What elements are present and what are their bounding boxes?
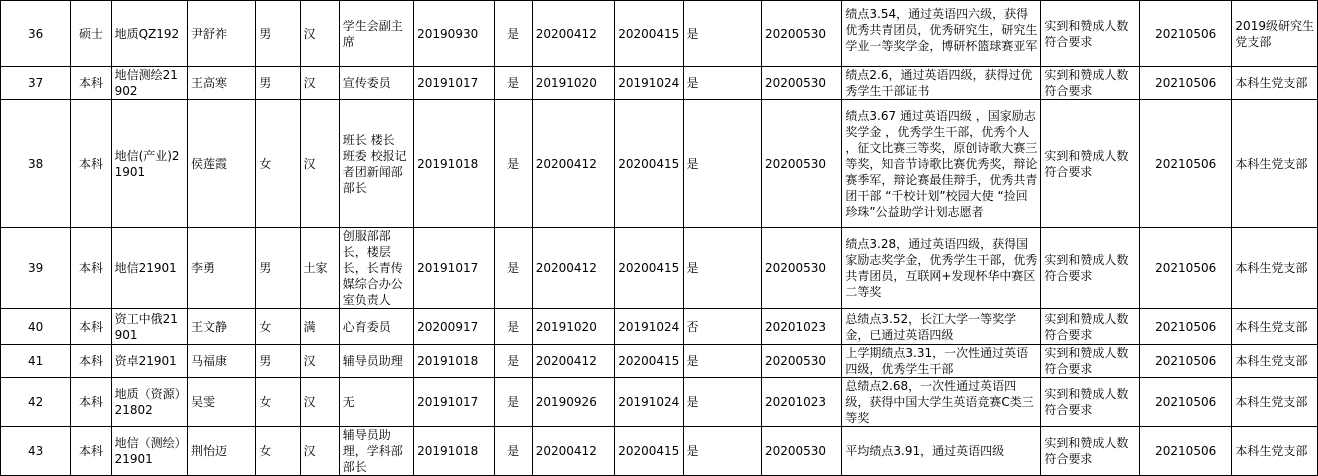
cell-no: 40 [1,309,71,345]
cell-class: 地信测绘21902 [111,67,187,100]
cell-gender: 男 [256,67,300,100]
cell-remarks [842,1,1041,67]
cell-result: 实到和赞成人数符合要求 [1041,427,1140,476]
cell-ethnic: 汉 [300,378,339,427]
table-row [1,378,1318,427]
cell-apply-date: 20191017 [414,67,494,100]
cell-flag2: 否 [683,309,761,345]
cell-gender: 男 [256,228,300,309]
cell-no: 41 [1,345,71,378]
cell-flag2: 是 [683,345,761,378]
cell-date2: 20191024 [615,309,683,345]
cell-date1: 20200412 [532,100,614,228]
cell-date3: 20200530 [761,427,841,476]
cell-role: 宣传委员 [339,67,413,100]
cell-name: 侯莲霞 [187,100,255,228]
cell-date3: 20201023 [761,378,841,427]
cell-date2: 20200415 [615,100,683,228]
table-row [1,309,1318,345]
table-row [1,100,1318,228]
cell-date4: 20210506 [1139,228,1231,309]
cell-name: 荆怡迈 [187,427,255,476]
cell-flag2: 是 [683,1,761,67]
cell-branch: 本科生党支部 [1232,378,1318,427]
table-row [1,345,1318,378]
cell-no: 39 [1,228,71,309]
cell-role: 辅导员助理 [339,345,413,378]
cell-flag1: 是 [494,427,532,476]
cell-remarks: 总绩点3.52，长江大学一等奖学金，已通过英语四级 [842,309,1041,345]
table-row [1,67,1318,100]
cell-ethnic: 汉 [300,345,339,378]
cell-role: 班长 楼长 班委 校报记者团新闻部部长 [339,100,413,228]
cell-result: 实到和赞成人数符合要求 [1041,1,1140,67]
cell-name: 王文静 [187,309,255,345]
cell-gender: 女 [256,100,300,228]
cell-gender: 女 [256,427,300,476]
cell-flag1: 是 [494,345,532,378]
cell-no: 36 [1,1,71,67]
cell-apply-date: 20191017 [414,228,494,309]
cell-result: 实到和赞成人数符合要求 [1041,100,1140,228]
cell-branch: 本科生党支部 [1232,228,1318,309]
cell-date1: 20200412 [532,345,614,378]
cell-apply-date: 20200917 [414,309,494,345]
cell-degree: 硕士 [71,1,111,67]
cell-degree: 本科 [71,378,111,427]
cell-date2: 20200415 [615,228,683,309]
cell-gender: 女 [256,309,300,345]
cell-degree: 本科 [71,309,111,345]
cell-date3: 20200530 [761,100,841,228]
cell-date1: 20200412 [532,1,614,67]
cell-date4: 20210506 [1139,345,1231,378]
cell-remarks: 平均绩点3.91，通过英语四级 [842,427,1041,476]
cell-date1: 20191020 [532,309,614,345]
cell-result: 实到和赞成人数符合要求 [1041,67,1140,100]
cell-date3: 20200530 [761,345,841,378]
cell-date2: 20191024 [615,67,683,100]
cell-ethnic: 满 [300,309,339,345]
cell-class: 地质QZ192 [111,1,187,67]
cell-class: 资工中俄21901 [111,309,187,345]
cell-remarks: 上学期绩点3.31，一次性通过英语四级，优秀学生干部 [842,345,1041,378]
cell-name: 王高寒 [187,67,255,100]
cell-branch: 本科生党支部 [1232,427,1318,476]
cell-date3: 20200530 [761,228,841,309]
cell-class: 地信(产业)21901 [111,100,187,228]
table-row [1,1,1318,67]
cell-date4: 20210506 [1139,67,1231,100]
cell-role: 辅导员助理，学科部部长 [339,427,413,476]
cell-flag1: 是 [494,309,532,345]
cell-ethnic: 汉 [300,100,339,228]
cell-ethnic: 土家 [300,228,339,309]
cell-flag1: 是 [494,100,532,228]
cell-flag1: 是 [494,67,532,100]
cell-flag1: 是 [494,228,532,309]
cell-role: 创服部部长，楼层长，长青传媒综合办公室负责人 [339,228,413,309]
cell-date3: 20200530 [761,67,841,100]
cell-gender: 男 [256,345,300,378]
cell-remarks: 绩点3.67 通过英语四级 ，国家励志奖学金 ，优秀学生干部，优秀个人 ，征文比赛三等奖，原创诗歌大赛三等奖，知音节诗歌比赛优秀奖，辩论赛季军，辩论赛最佳辩手，优秀共青团干部 “千校计划”校园大使 “捡回珍珠”公益助学计划志愿者 [842,100,1041,228]
table-row [1,427,1318,476]
cell-flag1: 是 [494,1,532,67]
remarks-text: 绩点3.54，通过英语四六级，获得优秀共青团员，优秀研究生，研究生学业一等奖学金，博研杯篮球赛亚军 [845,6,1038,53]
cell-date1: 20200412 [532,427,614,476]
cell-no: 37 [1,67,71,100]
cell-no: 42 [1,378,71,427]
cell-date2: 20200415 [615,427,683,476]
cell-date1: 20200412 [532,228,614,309]
cell-remarks: 绩点2.6，通过英语四级，获得过优秀学生干部证书 [842,67,1041,100]
cell-result: 实到和赞成人数符合要求 [1041,378,1140,427]
cell-role: 无 [339,378,413,427]
cell-branch: 本科生党支部 [1232,345,1318,378]
cell-ethnic: 汉 [300,427,339,476]
cell-branch: 本科生党支部 [1232,309,1318,345]
cell-date4: 20210506 [1139,378,1231,427]
cell-class: 地信21901 [111,228,187,309]
cell-remarks: 绩点3.28，通过英语四级，获得国家励志奖学金，优秀学生干部，优秀共青团员，互联网+发现杯华中赛区二等奖 [842,228,1041,309]
cell-date4: 20210506 [1139,309,1231,345]
cell-date4: 20210506 [1139,100,1231,228]
cell-branch: 本科生党支部 [1232,100,1318,228]
cell-apply-date: 20191017 [414,378,494,427]
cell-flag2: 是 [683,67,761,100]
cell-degree: 本科 [71,228,111,309]
cell-name: 李勇 [187,228,255,309]
cell-date3: 20200530 [761,1,841,67]
cell-class: 资卓21901 [111,345,187,378]
cell-name: 尹舒祚 [187,1,255,67]
cell-degree: 本科 [71,345,111,378]
cell-branch: 2019级研究生党支部 [1232,1,1318,67]
cell-date4: 20210506 [1139,427,1231,476]
cell-class: 地信（测绘）21901 [111,427,187,476]
cell-name: 马福康 [187,345,255,378]
cell-flag2: 是 [683,378,761,427]
cell-flag2: 是 [683,228,761,309]
cell-name: 吴雯 [187,378,255,427]
cell-ethnic: 汉 [300,1,339,67]
cell-role: 学生会副主席 [339,1,413,67]
cell-degree: 本科 [71,67,111,100]
cell-apply-date: 20191018 [414,345,494,378]
cell-role: 心育委员 [339,309,413,345]
cell-date4: 20210506 [1139,1,1231,67]
cell-gender: 男 [256,1,300,67]
table-row [1,228,1318,309]
cell-date1: 20191020 [532,67,614,100]
cell-date3: 20201023 [761,309,841,345]
cell-date2: 20191024 [615,378,683,427]
cell-class: 地质（资源）21802 [111,378,187,427]
cell-result: 实到和赞成人数符合要求 [1041,309,1140,345]
cell-ethnic: 汉 [300,67,339,100]
cell-date1: 20190926 [532,378,614,427]
cell-result: 实到和赞成人数符合要求 [1041,345,1140,378]
cell-result: 实到和赞成人数符合要求 [1041,228,1140,309]
cell-flag1: 是 [494,378,532,427]
cell-flag2: 是 [683,100,761,228]
cell-date2: 20200415 [615,345,683,378]
cell-remarks: 总绩点2.68，一次性通过英语四级，获得中国大学生英语竞赛C类三等奖 [842,378,1041,427]
cell-no: 38 [1,100,71,228]
cell-gender: 女 [256,378,300,427]
cell-apply-date: 20191018 [414,427,494,476]
cell-branch: 本科生党支部 [1232,67,1318,100]
cell-no: 43 [1,427,71,476]
cell-apply-date: 20191018 [414,100,494,228]
cell-degree: 本科 [71,427,111,476]
cell-flag2: 是 [683,427,761,476]
cell-date2: 20200415 [615,1,683,67]
cell-apply-date: 20190930 [414,1,494,67]
cell-degree: 本科 [71,100,111,228]
